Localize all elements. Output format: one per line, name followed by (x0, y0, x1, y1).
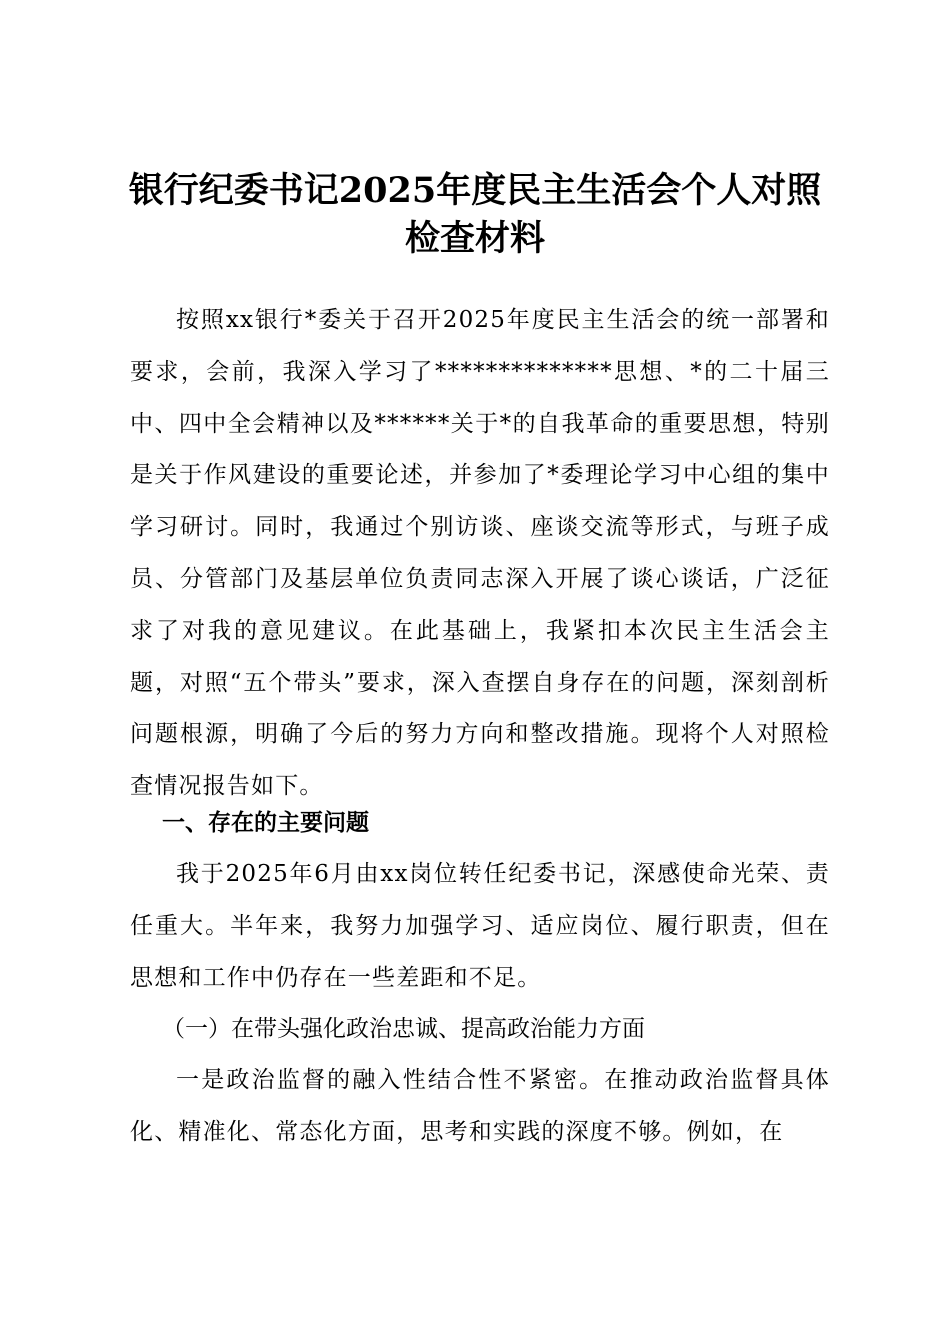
subsection-paragraph: 一是政治监督的融入性结合性不紧密。在推动政治监督具体化、精准化、常态化方面，思考和实践的深度不够。例如，在 (130, 1067, 830, 1145)
subsection-heading-political-loyalty: （一）在带头强化政治忠诚、提高政治能力方面 (162, 1016, 645, 1042)
document-title-line-2: 检查材料 (404, 218, 545, 259)
intro-paragraph: 按照xx银行*委关于召开2025年度民主生活会的统一部署和要求，会前，我深入学习了**************思想、*的二十届三中、四中全会精神以及******关于*的自我革命的重要思想，特别是关于作风建设的重要论述，并参加了*委理论学习中心组的集中学习研讨。同时，我通过个别访谈、座谈交流等形式，与班子成员、分管部门及基层单位负责同志深入开展了谈心谈话，广泛征求了对我的意见建议。在此基础上，我紧扣本次民主生活会主题，对照“五个带头”要求，深入查摆自身存在的问题，深刻剖析问题根源，明确了今后的努力方向和整改措施。现将个人对照检查情况报告如下。 (130, 307, 830, 800)
section-heading-main-problems: 一、存在的主要问题 (162, 810, 369, 836)
document-title (100, 167, 850, 263)
document-title-line-1: 银行纪委书记2025年度民主生活会个人对照 (128, 170, 822, 211)
section-intro-paragraph: 我于2025年6月由xx岗位转任纪委书记，深感使命光荣、责任重大。半年来，我努力加强学习、适应岗位、履行职责，但在思想和工作中仍存在一些差距和不足。 (130, 861, 830, 991)
